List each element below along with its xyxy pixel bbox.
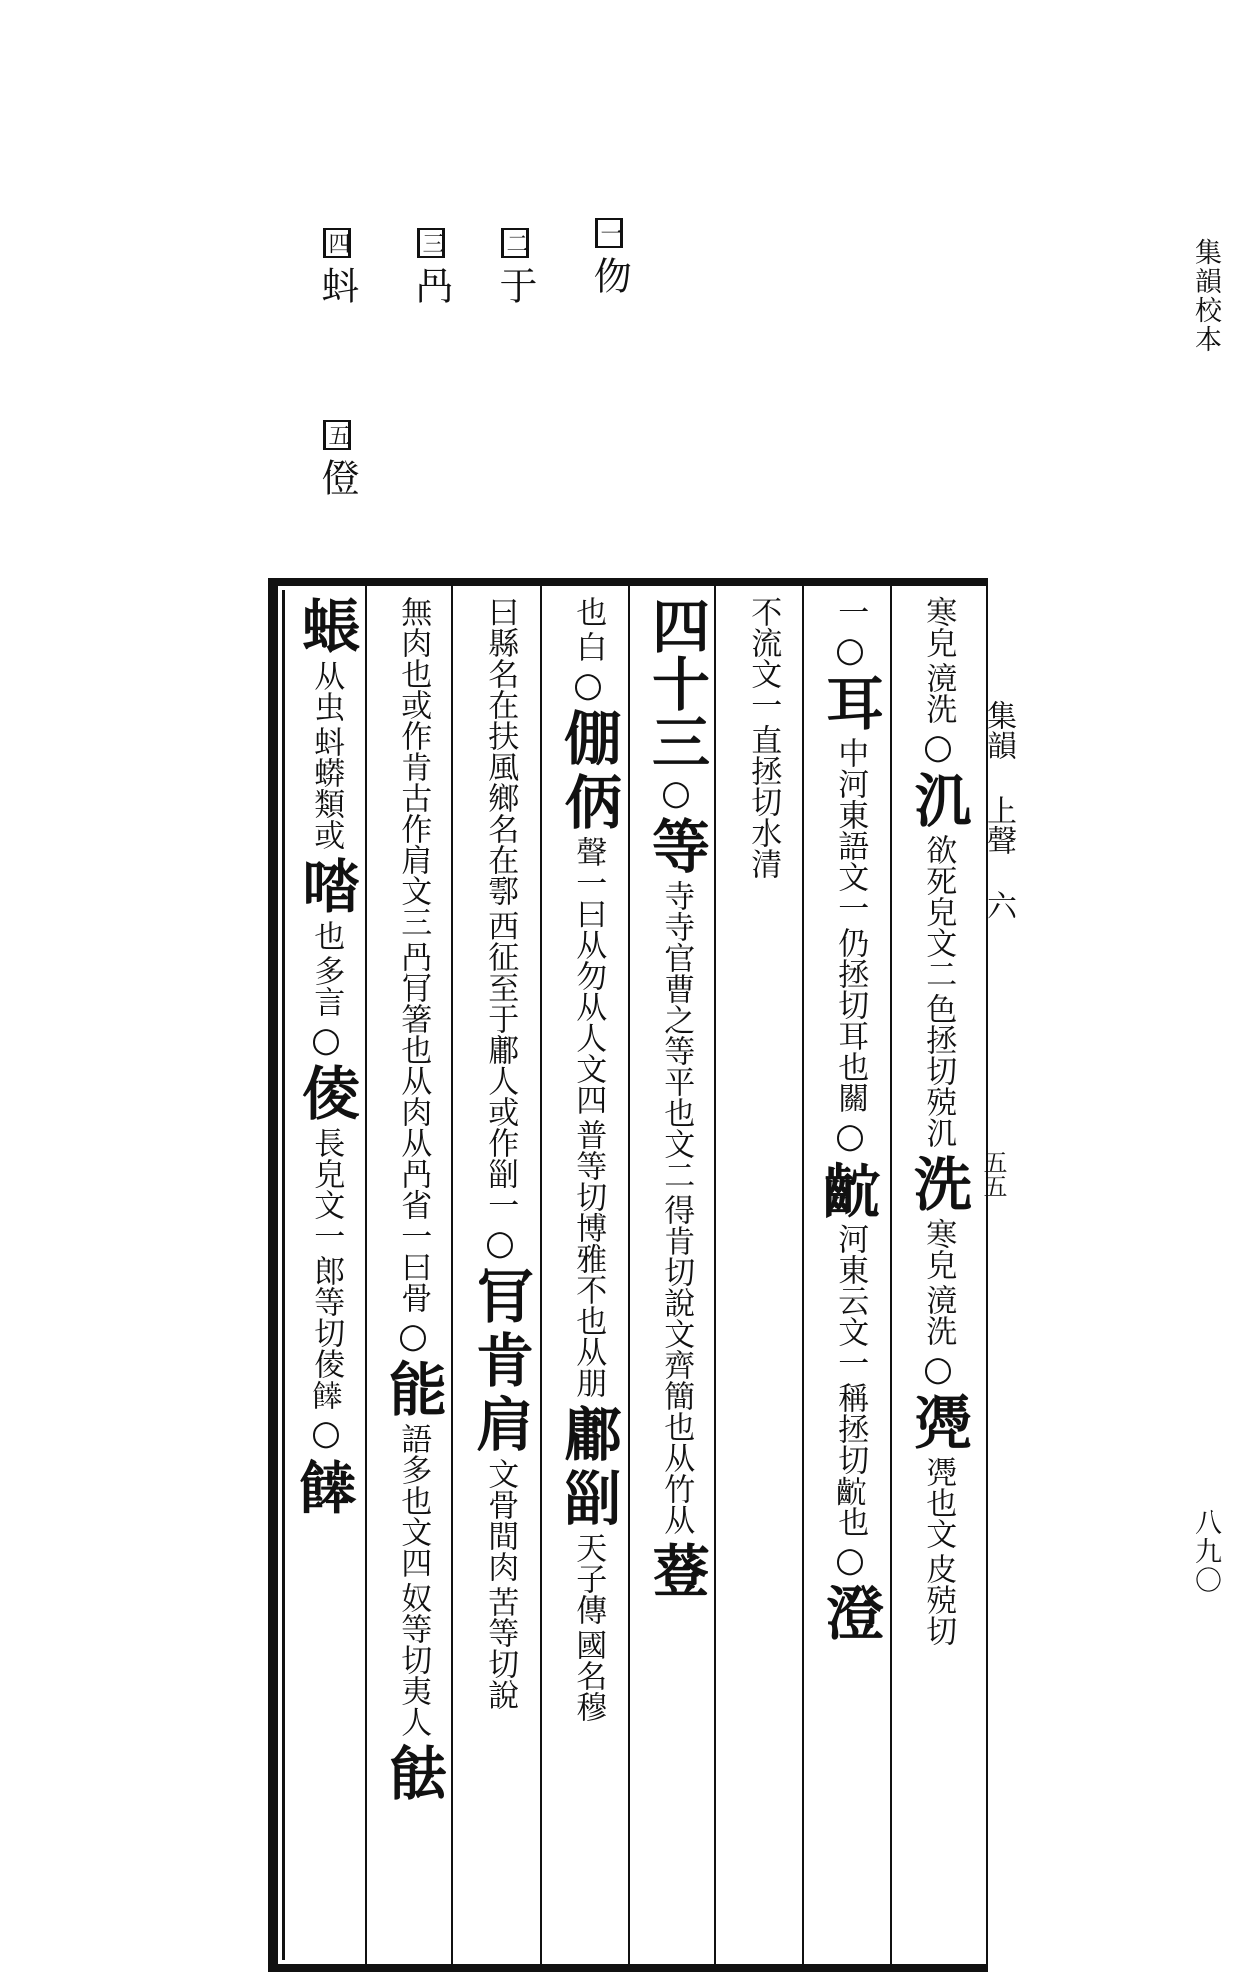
head-character: 倰: [292, 1063, 360, 1121]
head-character: 等: [642, 816, 710, 874]
annotation-double-line: [484, 1458, 517, 1710]
annotation-line: 也: [308, 920, 345, 951]
annotation-double-line: [922, 834, 955, 1148]
head-character: 㑂: [554, 772, 622, 830]
annotation-double-line: [572, 1532, 605, 1722]
annotation-line: 曰縣名在扶風鄉名在鄠: [482, 596, 519, 906]
text-column-6: [462, 596, 538, 1966]
head-character: 䔲: [642, 1541, 710, 1599]
annotation-double-line: [484, 596, 517, 1220]
entry-separator-circle: ○: [311, 1413, 341, 1453]
head-character: 耳: [816, 673, 884, 731]
head-character: 𩞑: [292, 1456, 360, 1514]
column-rule: [365, 586, 367, 1964]
annotation-line: 聲一曰从勿从人文四: [570, 836, 607, 1115]
annotation-line: 色拯切殑㲹: [920, 993, 957, 1148]
note-2-text: 于: [493, 266, 537, 304]
annotation-double-line: [834, 1223, 867, 1537]
annotation-double-line: [397, 596, 430, 1313]
head-character: 洗: [904, 1154, 972, 1212]
entry-separator-circle: ○: [923, 1349, 953, 1389]
note-3-text: 冎: [409, 266, 453, 304]
text-column-7: [375, 596, 451, 1966]
head-character: 四十三: [642, 596, 710, 770]
running-header: 集韻校本: [1190, 238, 1221, 354]
head-character: 能: [379, 1359, 447, 1417]
head-character: 肩: [466, 1394, 534, 1452]
note-1: [587, 218, 631, 294]
head-character: 𠴲: [292, 856, 360, 914]
head-character: 䗅: [292, 596, 360, 654]
annotation-line: 寒皃: [920, 596, 957, 658]
annotation-double-line: [922, 1456, 955, 1646]
annotation-line: 西征至于鄘人或作㓯一: [482, 910, 519, 1220]
block-center-strip: 集韻 上聲 六: [981, 700, 1016, 920]
annotation-line: 蚪蟒類或: [308, 726, 345, 850]
column-rule: [628, 586, 630, 1964]
text-column-2: [812, 596, 888, 1966]
head-character: 澄: [816, 1583, 884, 1641]
note-1-text: 伆: [587, 256, 631, 294]
annotation-double-line: [310, 1127, 343, 1410]
annotation-line: 也: [570, 596, 607, 627]
annotation-line: 國名穆: [570, 1629, 607, 1722]
annotation-line: 寒皃: [920, 1218, 957, 1280]
head-character: 𪗴: [816, 1159, 884, 1217]
text-column-8: [288, 596, 364, 1966]
column-rule: [540, 586, 542, 1964]
annotation-double-line: [310, 660, 343, 850]
annotation-double-line: [922, 1218, 955, 1346]
annotation-line: 無肉也或作肯古作肩文三: [395, 596, 432, 937]
head-character: 鄘: [554, 1404, 622, 1462]
annotation-line: 文骨間肉: [482, 1458, 519, 1582]
annotation-line: 不流文一: [745, 596, 782, 720]
note-2-number: 二: [501, 228, 529, 258]
annotation-line: 奴等切夷人: [395, 1582, 432, 1737]
note-5-text: 僜: [315, 458, 359, 496]
entry-separator-circle: ○: [485, 1223, 515, 1263]
annotation-line: 一: [832, 596, 869, 627]
head-character: 肯: [466, 1330, 534, 1388]
column-rule: [451, 586, 453, 1964]
annotation-double-line: [310, 920, 343, 1017]
annotation-double-line: [834, 737, 867, 1113]
annotation-line: 河東云文一: [832, 1223, 869, 1378]
column-rule: [714, 586, 716, 1964]
head-character: 䏻: [379, 1743, 447, 1801]
note-3-number: 三: [417, 228, 445, 258]
note-4: [315, 228, 359, 304]
annotation-line: 稱拯切𪗴也: [832, 1382, 869, 1537]
annotation-line: 凴也文: [920, 1456, 957, 1549]
annotation-line: 語多也文四: [395, 1423, 432, 1578]
entry-separator-circle: ○: [835, 1116, 865, 1156]
annotation-line: 天子傳: [570, 1532, 607, 1625]
annotation-line: 从虫: [308, 660, 345, 722]
annotation-line: 中河東語文一: [832, 737, 869, 923]
annotation-line: 郎等切倰𩞑: [308, 1255, 345, 1410]
note-1-number: 一: [595, 218, 623, 248]
annotation-line: 滰洗: [920, 662, 957, 724]
column-rule: [802, 586, 804, 1964]
note-4-text: 蚪: [315, 266, 359, 304]
entry-separator-circle: ○: [311, 1020, 341, 1060]
annotation-line: 欲死皃文二: [920, 834, 957, 989]
annotation-line: 普等切博雅不也从朋: [570, 1119, 607, 1398]
annotation-double-line: [572, 596, 605, 662]
entry-separator-circle: ○: [573, 665, 603, 705]
annotation-line: 多言: [308, 955, 345, 1017]
entry-separator-circle: ○: [835, 1540, 865, 1580]
note-5-number: 五: [323, 420, 351, 450]
entry-separator-circle: ○: [398, 1316, 428, 1356]
head-character: 㓯: [554, 1468, 622, 1526]
annotation-double-line: [747, 596, 780, 879]
annotation-line: 仍拯切耳也關: [832, 927, 869, 1113]
head-character: 肎: [466, 1266, 534, 1324]
annotation-double-line: [397, 1423, 430, 1737]
head-character: 㲹: [904, 770, 972, 828]
woodblock-frame: [268, 578, 988, 1972]
annotation-double-line: [660, 880, 693, 1535]
head-character: 凴: [904, 1392, 972, 1450]
annotation-line: 直拯切水清: [745, 724, 782, 879]
note-4-number: 四: [323, 228, 351, 258]
column-rule: [890, 586, 892, 1964]
text-column-4: [638, 596, 714, 1966]
text-column-3: [725, 596, 801, 1966]
note-5: [315, 420, 359, 496]
annotation-line: 白: [570, 631, 607, 662]
head-character: 倗: [554, 708, 622, 766]
page-number: 八九〇: [1190, 1508, 1221, 1595]
annotation-double-line: [572, 836, 605, 1398]
annotation-line: 皮殑切: [920, 1553, 957, 1646]
entry-separator-circle: ○: [835, 630, 865, 670]
text-column-1: [900, 596, 976, 1966]
annotation-double-line: [922, 596, 955, 724]
text-column-5: [550, 596, 626, 1966]
note-2: [493, 228, 537, 304]
annotation-line: 長皃文一: [308, 1127, 345, 1251]
annotation-line: 苦等切說: [482, 1586, 519, 1710]
annotation-line: 冎肎箸也从肉从冎省一曰骨: [395, 941, 432, 1313]
block-folio-number: 五五: [979, 1150, 1007, 1198]
annotation-line: 滰洗: [920, 1284, 957, 1346]
entry-separator-circle: ○: [923, 727, 953, 767]
entry-separator-circle: ○: [661, 773, 691, 813]
annotation-line: 寺寺官曹之等平也文二: [658, 880, 695, 1190]
note-3: [409, 228, 453, 304]
annotation-line: 得肯切說文齊簡也从竹从: [658, 1194, 695, 1535]
